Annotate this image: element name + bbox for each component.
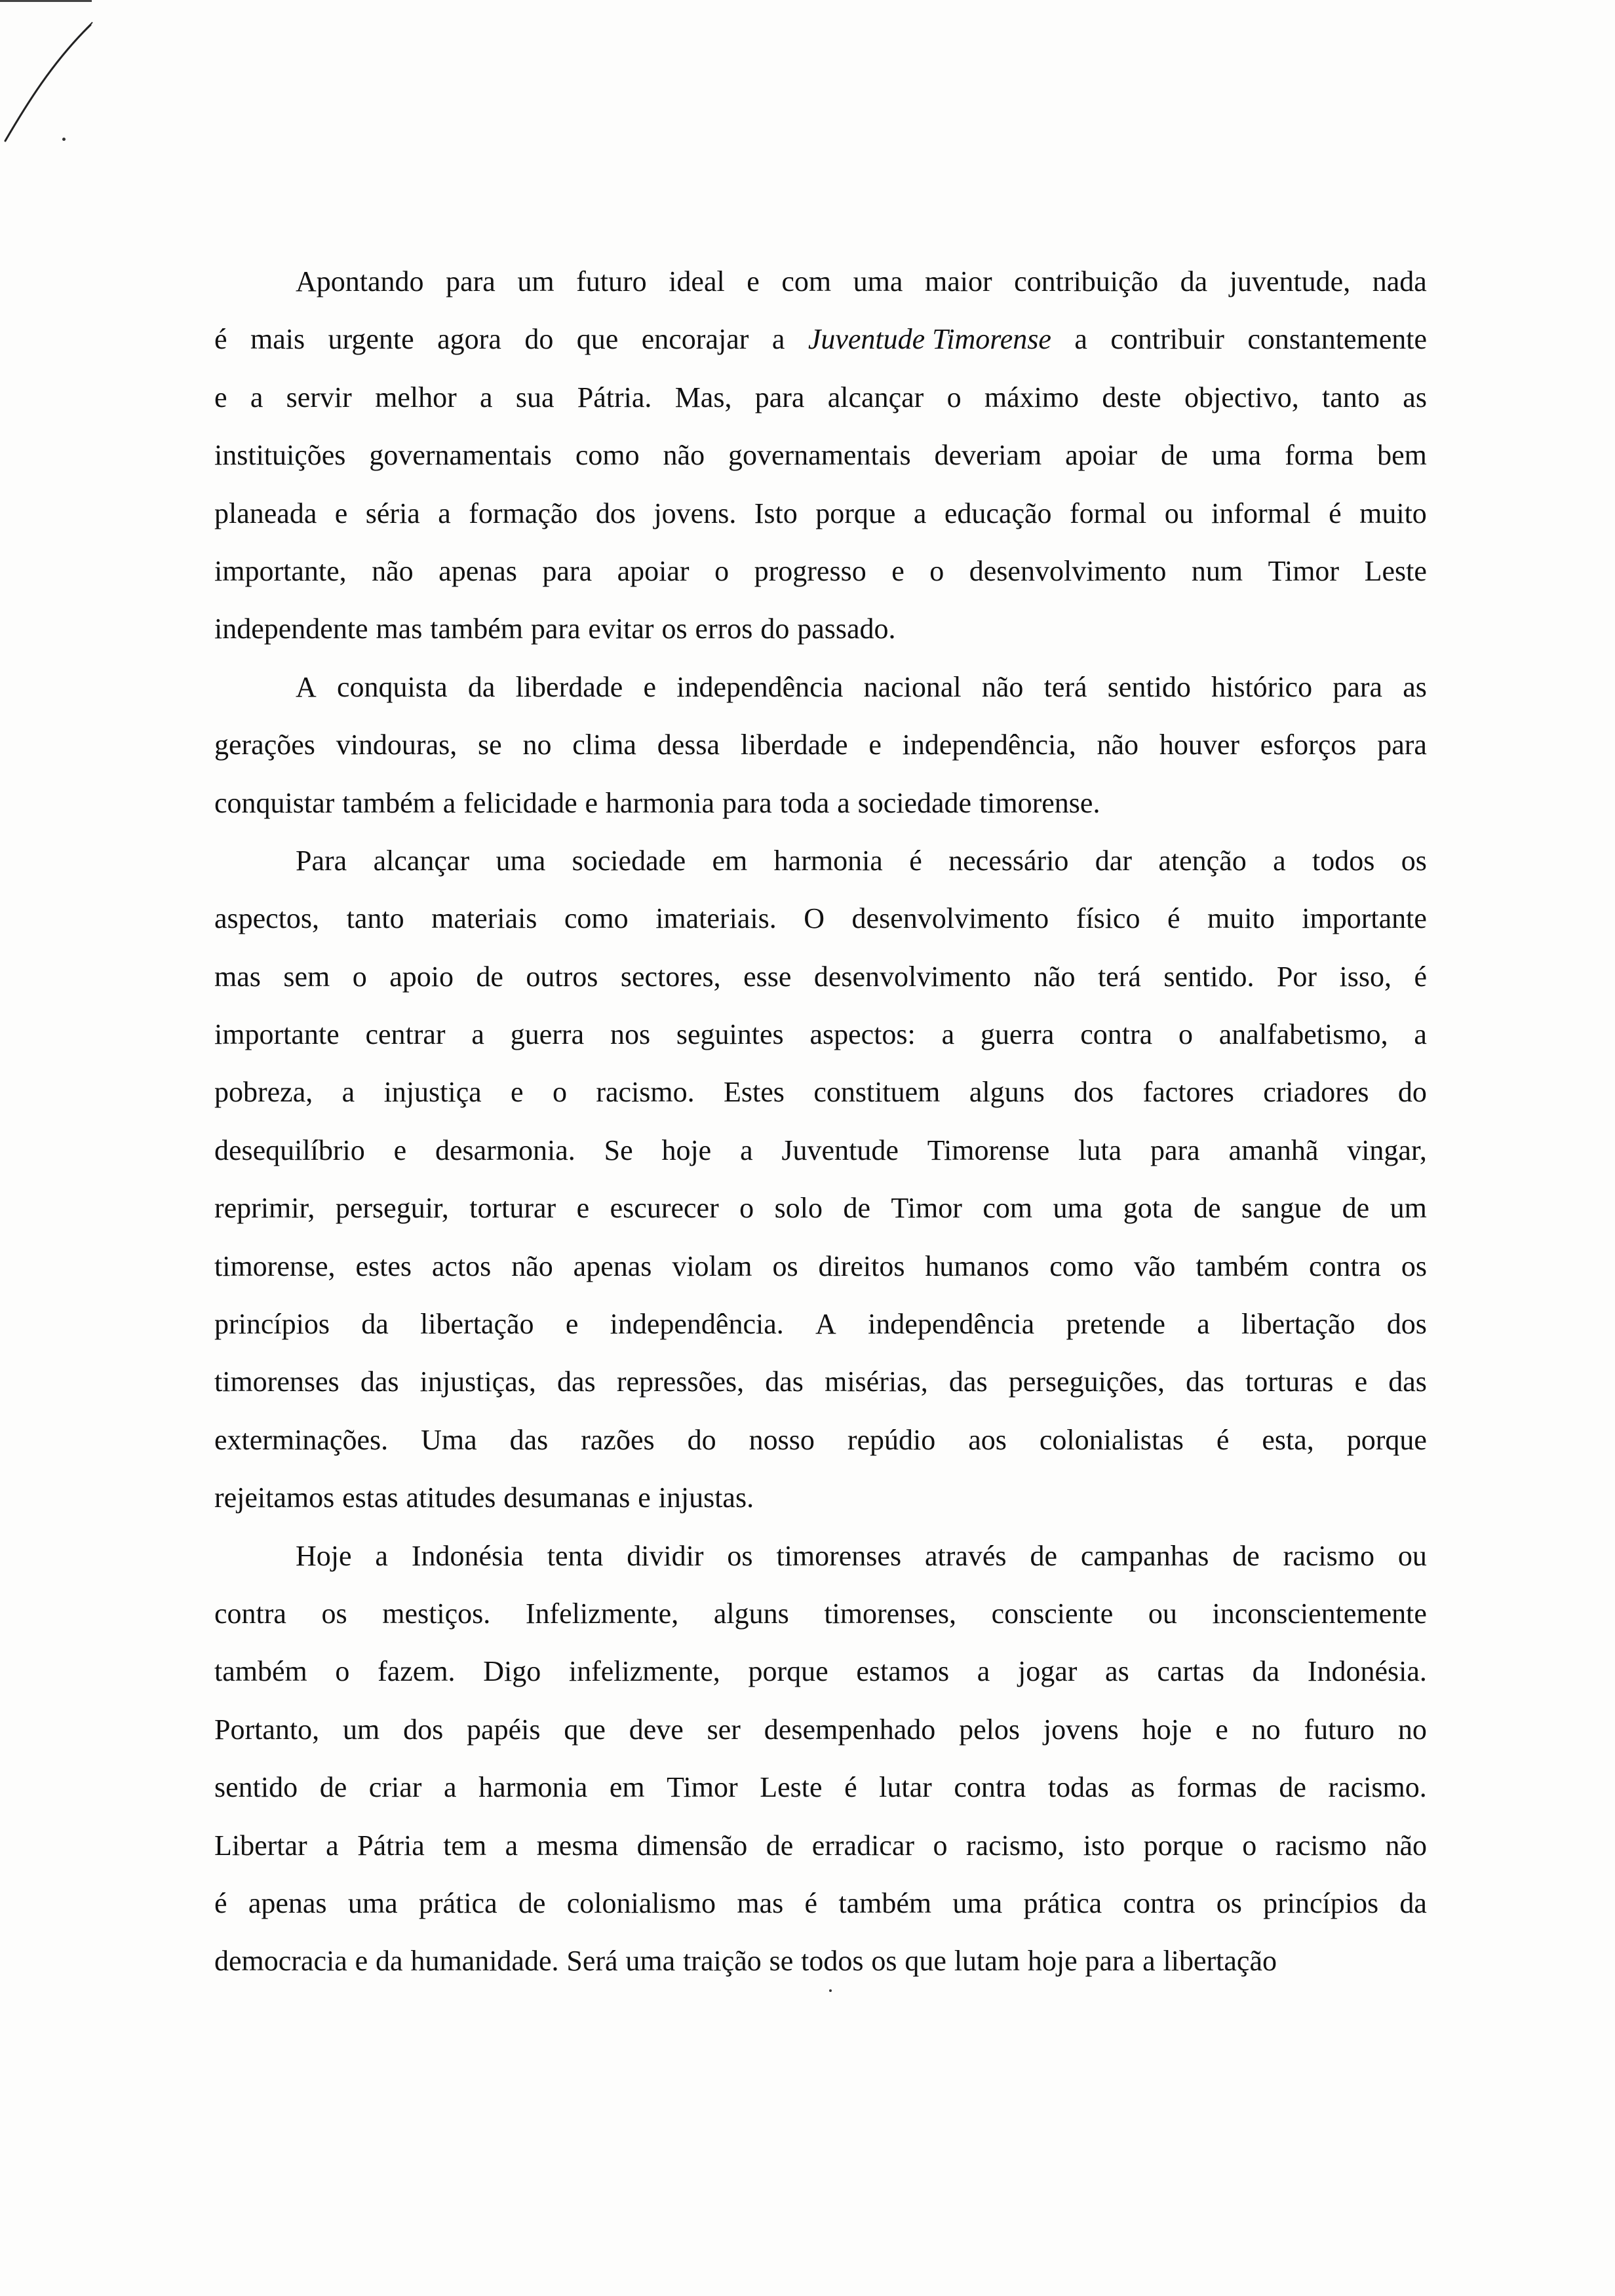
text-line: independente mas também para evitar os erros do passado. bbox=[214, 613, 896, 645]
text-line: e a servir melhor a sua Pátria. Mas, para alcançar o máximo deste objectivo, tanto as bbox=[214, 381, 1427, 413]
text-line: exterminações. Uma das razões do nosso repúdio aos colonialistas é esta, porque bbox=[214, 1423, 1427, 1456]
text-line: pobreza, a injustiça e o racismo. Estes constituem alguns dos factores criadores do bbox=[214, 1076, 1427, 1109]
text-line: A conquista da liberdade e independência nacional não terá sentido histórico para as bbox=[296, 670, 1427, 703]
text-line: timorense, estes actos não apenas violam os direitos humanos como vão também contra os bbox=[214, 1250, 1427, 1282]
scan-speck bbox=[62, 138, 66, 141]
text-line: sentido de criar a harmonia em Timor Leste é lutar contra todas as formas de racismo. bbox=[214, 1771, 1427, 1804]
text-line: Portanto, um dos papéis que deve ser desempenhado pelos jovens hoje e no futuro no bbox=[214, 1713, 1427, 1746]
text-line: democracia e da humanidade. Será uma traição se todos os que lutam hoje para a libertação bbox=[214, 1945, 1277, 1978]
text-line: Hoje a Indonésia tenta dividir os timorenses através de campanhas de racismo ou bbox=[296, 1539, 1427, 1572]
text-line: aspectos, tanto materiais como imateriais. O desenvolvimento físico é muito importante bbox=[214, 902, 1427, 935]
text-line: também o fazem. Digo infelizmente, porque estamos a jogar as cartas da Indonésia. bbox=[214, 1655, 1427, 1688]
text-line: reprimir, perseguir, torturar e escurecer o solo de Timor com uma gota de sangue de um bbox=[214, 1192, 1427, 1225]
text-line: instituições governamentais como não governamentais deveriam apoiar de uma forma bem bbox=[214, 439, 1427, 472]
document-body bbox=[214, 253, 1427, 1991]
text-line: conquistar também a felicidade e harmonia para toda a sociedade timorense. bbox=[214, 786, 1100, 819]
text-line: importante, não apenas para apoiar o progresso e o desenvolvimento num Timor Leste bbox=[214, 554, 1427, 587]
text-line: Apontando para um futuro ideal e com uma maior contribuição da juventude, nada bbox=[296, 265, 1427, 297]
text-line: contra os mestiços. Infelizmente, alguns timorenses, consciente ou inconscientemente bbox=[214, 1597, 1427, 1630]
text-line: rejeitamos estas atitudes desumanas e injustas. bbox=[214, 1482, 754, 1514]
pen-stroke-mark bbox=[0, 0, 105, 157]
text-line: é mais urgente agora do que encorajar a Juventude Timorense a contribuir constantemente bbox=[214, 311, 1427, 368]
text-line: planeada e séria a formação dos jovens. Isto porque a educação formal ou informal é muito bbox=[214, 497, 1427, 529]
text-line: timorenses das injustiças, das repressões, das misérias, das perseguições, das torturas e das bbox=[214, 1366, 1427, 1398]
text-line: Libertar a Pátria tem a mesma dimensão de erradicar o racismo, isto porque o racismo não bbox=[214, 1829, 1427, 1862]
text-line: mas sem o apoio de outros sectores, esse desenvolvimento não terá sentido. Por isso, é bbox=[214, 960, 1427, 993]
text-line: Para alcançar uma sociedade em harmonia é necessário dar atenção a todos os bbox=[296, 844, 1427, 877]
text-line: é apenas uma prática de colonialismo mas é também uma prática contra os princípios da bbox=[214, 1886, 1427, 1919]
text-line: princípios da libertação e independência. A independência pretende a libertação dos bbox=[214, 1308, 1427, 1341]
italic-phrase: Juventude Timorense bbox=[808, 323, 1051, 356]
text-line: importante centrar a guerra nos seguintes aspectos: a guerra contra o analfabetismo, a bbox=[214, 1018, 1427, 1051]
text-line: desequilíbrio e desarmonia. Se hoje a Juventude Timorense luta para amanhã vingar, bbox=[214, 1134, 1427, 1166]
text-line: gerações vindouras, se no clima dessa liberdade e independência, não houver esforços para bbox=[214, 729, 1427, 761]
